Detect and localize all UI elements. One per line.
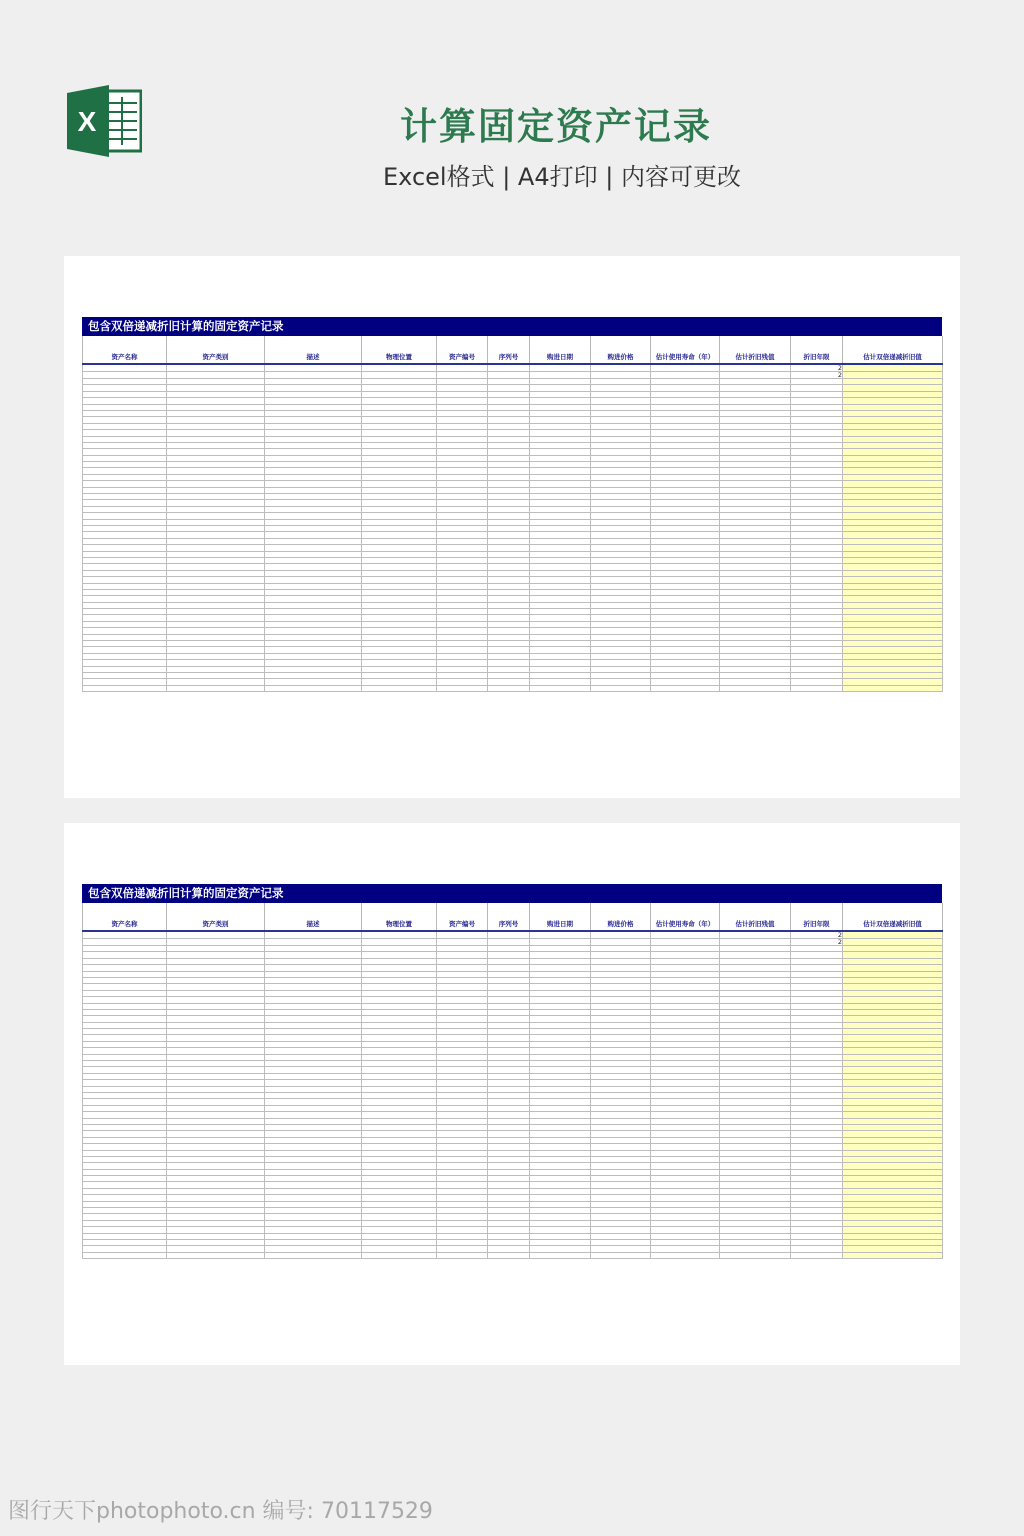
column-header[interactable]: 购进日期 — [530, 336, 591, 364]
table-cell[interactable] — [591, 1252, 651, 1258]
column-header[interactable]: 购进价格 — [591, 903, 651, 931]
table-cell[interactable]: 2 — [791, 372, 843, 379]
table-cell[interactable] — [530, 372, 591, 379]
table-cell[interactable] — [720, 931, 791, 939]
column-header[interactable]: 资产编号 — [437, 336, 488, 364]
table-cell[interactable] — [362, 939, 437, 946]
column-header[interactable]: 描述 — [265, 336, 362, 364]
asset-table — [82, 884, 942, 1259]
table-cell[interactable] — [362, 685, 437, 691]
table-cell[interactable] — [167, 364, 265, 372]
asset-grid — [82, 903, 943, 1259]
column-header[interactable]: 估计双倍递减折旧值 — [843, 336, 943, 364]
column-header[interactable]: 折旧年限 — [791, 336, 843, 364]
column-header[interactable]: 序列号 — [488, 903, 530, 931]
table-cell[interactable] — [530, 939, 591, 946]
table-cell[interactable] — [265, 685, 362, 691]
column-header[interactable]: 购进日期 — [530, 903, 591, 931]
table-cell[interactable] — [651, 685, 720, 691]
table-cell[interactable] — [488, 685, 530, 691]
table-row — [83, 364, 943, 372]
table-cell[interactable] — [791, 1252, 843, 1258]
table-row — [83, 931, 943, 939]
column-header[interactable]: 估计折旧残值 — [720, 903, 791, 931]
asset-grid — [82, 336, 943, 692]
column-header[interactable]: 估计使用寿命（年） — [651, 903, 720, 931]
table-cell[interactable] — [591, 685, 651, 691]
table-cell[interactable] — [167, 939, 265, 946]
column-header[interactable]: 资产类别 — [167, 903, 265, 931]
asset-table — [82, 317, 942, 692]
column-header[interactable]: 估计使用寿命（年） — [651, 336, 720, 364]
table-cell[interactable] — [843, 364, 943, 372]
page-title: 计算固定资产记录 — [400, 105, 712, 148]
table-cell[interactable] — [651, 931, 720, 939]
table-cell[interactable] — [651, 939, 720, 946]
table-cell[interactable] — [167, 931, 265, 939]
table-cell[interactable] — [83, 1252, 167, 1258]
table-cell[interactable] — [362, 364, 437, 372]
table-cell[interactable] — [83, 372, 167, 379]
table-row — [83, 685, 943, 691]
table-cell[interactable] — [720, 372, 791, 379]
table-cell[interactable] — [488, 931, 530, 939]
table-cell[interactable] — [591, 939, 651, 946]
table-cell[interactable] — [720, 939, 791, 946]
table-cell[interactable] — [591, 372, 651, 379]
table-cell[interactable] — [591, 364, 651, 372]
table-cell[interactable] — [167, 1252, 265, 1258]
column-header[interactable]: 资产名称 — [83, 903, 167, 931]
column-header[interactable]: 物理位置 — [362, 903, 437, 931]
table-title: 包含双倍递减折旧计算的固定资产记录 — [82, 884, 942, 903]
table-cell[interactable] — [362, 372, 437, 379]
table-cell[interactable] — [265, 1252, 362, 1258]
table-cell[interactable] — [843, 1252, 943, 1258]
table-cell[interactable] — [437, 931, 488, 939]
table-cell[interactable] — [167, 685, 265, 691]
table-cell[interactable] — [843, 372, 943, 379]
column-header[interactable]: 序列号 — [488, 336, 530, 364]
table-cell[interactable] — [651, 364, 720, 372]
table-cell[interactable] — [843, 685, 943, 691]
table-cell[interactable] — [530, 685, 591, 691]
table-row — [83, 1252, 943, 1258]
table-cell[interactable]: 2 — [791, 931, 843, 939]
table-cell[interactable] — [437, 685, 488, 691]
table-cell[interactable] — [488, 1252, 530, 1258]
table-cell[interactable] — [83, 931, 167, 939]
table-cell[interactable] — [437, 939, 488, 946]
table-cell[interactable] — [530, 931, 591, 939]
table-cell[interactable] — [488, 364, 530, 372]
table-cell[interactable] — [720, 685, 791, 691]
table-cell[interactable]: 2 — [791, 939, 843, 946]
table-cell[interactable] — [488, 372, 530, 379]
column-header[interactable]: 资产编号 — [437, 903, 488, 931]
table-cell[interactable] — [720, 1252, 791, 1258]
table-cell[interactable] — [265, 931, 362, 939]
excel-logo-letter: X — [77, 106, 97, 137]
table-cell[interactable] — [720, 364, 791, 372]
table-cell[interactable] — [83, 939, 167, 946]
table-cell[interactable] — [530, 364, 591, 372]
table-cell[interactable] — [437, 1252, 488, 1258]
table-cell[interactable] — [83, 685, 167, 691]
table-cell[interactable]: 2 — [791, 364, 843, 372]
table-cell[interactable] — [843, 931, 943, 939]
column-header[interactable]: 资产类别 — [167, 336, 265, 364]
table-cell[interactable] — [265, 939, 362, 946]
table-cell[interactable] — [791, 685, 843, 691]
column-header[interactable]: 购进价格 — [591, 336, 651, 364]
table-cell[interactable] — [362, 931, 437, 939]
table-cell[interactable] — [843, 939, 943, 946]
column-header[interactable]: 描述 — [265, 903, 362, 931]
table-cell[interactable] — [591, 931, 651, 939]
table-cell[interactable] — [167, 372, 265, 379]
page-subtitle: Excel格式 | A4打印 | 内容可更改 — [383, 163, 741, 191]
column-header[interactable]: 资产名称 — [83, 336, 167, 364]
table-cell[interactable] — [651, 372, 720, 379]
table-row — [83, 372, 943, 379]
table-cell[interactable] — [488, 939, 530, 946]
table-row — [83, 939, 943, 946]
column-header[interactable]: 物理位置 — [362, 336, 437, 364]
column-header[interactable]: 估计双倍递减折旧值 — [843, 903, 943, 931]
watermark: 图行天下photophoto.cn 编号: 70117529 — [8, 1499, 433, 1524]
spreadsheet-preview-1 — [64, 256, 960, 798]
column-header[interactable]: 折旧年限 — [791, 903, 843, 931]
table-cell[interactable] — [651, 1252, 720, 1258]
table-cell[interactable] — [530, 1252, 591, 1258]
table-cell[interactable] — [437, 372, 488, 379]
spreadsheet-preview-2 — [64, 823, 960, 1365]
table-cell[interactable] — [265, 372, 362, 379]
table-cell[interactable] — [265, 364, 362, 372]
column-header[interactable]: 估计折旧残值 — [720, 336, 791, 364]
table-cell[interactable] — [362, 1252, 437, 1258]
table-cell[interactable] — [437, 364, 488, 372]
table-cell[interactable] — [83, 364, 167, 372]
table-title: 包含双倍递减折旧计算的固定资产记录 — [82, 317, 942, 336]
